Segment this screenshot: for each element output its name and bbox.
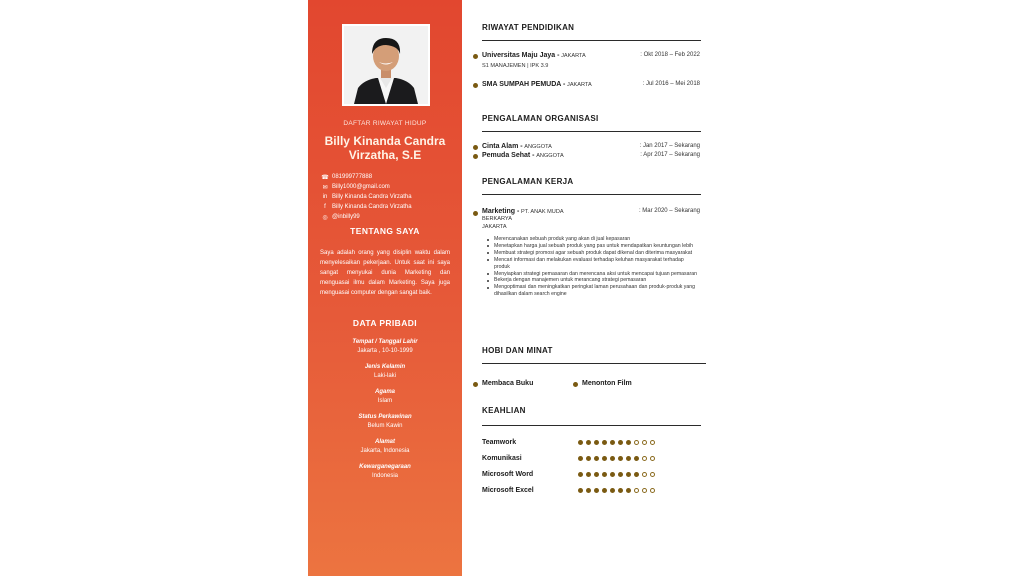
organization-entry <box>482 152 708 159</box>
full-name: Billy Kinanda Candra Virzatha, S.E <box>324 134 446 162</box>
contact-item <box>320 182 460 192</box>
organization-date: : Apr 2017 – Sekarang <box>640 152 700 158</box>
phone-icon: ☎ <box>321 174 329 181</box>
rating-dot-filled <box>618 440 623 445</box>
personal-field-label: Kewarganegaraan <box>359 464 411 470</box>
skill-rating <box>578 488 658 493</box>
skill-row <box>482 487 708 497</box>
personal-field-value: Jakarta, Indonesia <box>360 448 410 454</box>
education-heading: RIWAYAT PENDIDIKAN <box>482 23 575 32</box>
education-entry <box>482 81 708 88</box>
skills-heading: KEAHLIAN <box>482 406 526 415</box>
rating-dot-filled <box>602 472 607 477</box>
rating-dot-empty <box>642 472 647 477</box>
skill-row <box>482 455 708 465</box>
rating-dot-filled <box>602 488 607 493</box>
rating-dot-filled <box>610 488 615 493</box>
personal-field-value: Jakarta , 10-10-1999 <box>357 348 413 354</box>
contact-item <box>320 212 460 222</box>
rating-dot-empty <box>650 440 655 445</box>
bullet-icon <box>473 54 478 59</box>
hobby-label: Membaca Buku <box>482 380 534 387</box>
bullet-icon <box>573 382 578 387</box>
duty-item: Menetapkan harga jual sebuah produk yang pas untuk mendapatkan keuntungan lebih <box>484 243 698 250</box>
job-title: Marketing - <box>482 208 520 215</box>
duty-list <box>484 236 698 298</box>
rating-dot-empty <box>650 472 655 477</box>
organization-date: : Jan 2017 – Sekarang <box>639 143 700 149</box>
instagram-icon: ◎ <box>322 214 328 221</box>
contact-text: 081999777888 <box>332 174 373 180</box>
skill-rating <box>578 440 658 445</box>
organization-heading: PENGALAMAN ORGANISASI <box>482 114 599 123</box>
rating-dot-filled <box>586 472 591 477</box>
rating-dot-filled <box>594 488 599 493</box>
skill-name: Microsoft Word <box>482 471 534 478</box>
rating-dot-filled <box>626 488 631 493</box>
work-entry <box>482 208 708 231</box>
school-name: Universitas Maju Jaya - <box>482 52 560 59</box>
work-heading: PENGALAMAN KERJA <box>482 177 574 186</box>
skill-rating <box>578 472 658 477</box>
organization-role: ANGGOTA <box>524 144 552 150</box>
personal-data-heading: DATA PRIBADI <box>352 318 418 328</box>
hobby-item <box>482 380 533 387</box>
rating-dot-empty <box>634 488 639 493</box>
rating-dot-filled <box>626 456 631 461</box>
document-label: DAFTAR RIWAYAT HIDUP <box>343 120 427 127</box>
main-column <box>482 0 708 576</box>
personal-field-label: Agama <box>374 389 395 395</box>
organization-name: Pemuda Sehat - <box>482 152 535 159</box>
duty-item: Bekerja dengan manajemen untuk merancang strategi pemasaran <box>484 277 698 284</box>
hobbies-divider <box>482 363 706 364</box>
rating-dot-filled <box>626 472 631 477</box>
rating-dot-filled <box>602 440 607 445</box>
rating-dot-filled <box>594 472 599 477</box>
skill-row <box>482 439 708 449</box>
rating-dot-filled <box>594 440 599 445</box>
contact-text: Billy Kinanda Candra Virzatha <box>332 204 412 210</box>
work-city: JAKARTA <box>482 224 507 230</box>
hobbies-heading: HOBI DAN MINAT <box>482 346 553 355</box>
bullet-icon <box>473 145 478 150</box>
skill-name: Teamwork <box>482 439 517 446</box>
personal-field-label: Tempat / Tanggal Lahir <box>352 339 418 345</box>
rating-dot-filled <box>618 488 623 493</box>
rating-dot-filled <box>578 472 583 477</box>
rating-dot-filled <box>578 440 583 445</box>
rating-dot-empty <box>642 456 647 461</box>
rating-dot-filled <box>610 456 615 461</box>
duty-item: Mengoptimasi dan meningkatkan peringkat laman perusahaan dan produk-produk yang dihasilkan dalam search engine <box>484 284 698 298</box>
education-divider <box>482 40 701 41</box>
facebook-icon: f <box>324 204 326 210</box>
organization-divider <box>482 131 701 132</box>
rating-dot-filled <box>634 472 639 477</box>
rating-dot-filled <box>586 440 591 445</box>
rating-dot-filled <box>602 456 607 461</box>
duty-item: Mencari informasi dan melakukan evaluasi terhadap keluhan masyarakat terhadap produk <box>484 257 698 271</box>
profile-photo-image <box>344 26 428 104</box>
skill-name: Microsoft Excel <box>482 487 534 494</box>
rating-dot-empty <box>642 488 647 493</box>
personal-field-label: Jenis Kelamin <box>364 364 406 370</box>
duty-item: Membuat strategi promosi agar sebuah produk dapat dikenal dan diterima masyarakat <box>484 250 698 257</box>
duty-item: Menyiapkan strategi pemasaran dan merencana aksi untuk mencapai tujuan pemasaran <box>484 271 698 278</box>
rating-dot-filled <box>610 440 615 445</box>
contact-item <box>320 192 460 202</box>
hobby-item <box>582 380 632 387</box>
rating-dot-filled <box>618 456 623 461</box>
personal-data-list <box>308 338 462 488</box>
rating-dot-filled <box>626 440 631 445</box>
education-date: : Okt 2018 – Feb 2022 <box>640 52 700 58</box>
work-divider <box>482 194 701 195</box>
school-city: JAKARTA <box>567 82 592 88</box>
education-entry <box>482 52 708 70</box>
school-name: SMA SUMPAH PEMUDA - <box>482 81 566 88</box>
rating-dot-filled <box>586 456 591 461</box>
duty-item: Merencanakan sebuah produk yang akan di jual kepasaran <box>484 236 698 243</box>
sidebar <box>308 0 462 576</box>
skill-row <box>482 471 708 481</box>
work-date: : Mar 2020 – Sekarang <box>638 208 700 214</box>
company-name: PT. ANAK MUDA <box>521 209 564 215</box>
rating-dot-filled <box>634 456 639 461</box>
organization-role: ANGGOTA <box>536 153 564 159</box>
contact-text: @inbilly99 <box>332 214 360 220</box>
resume-page <box>308 0 712 576</box>
contact-list <box>320 172 460 222</box>
rating-dot-filled <box>610 472 615 477</box>
about-heading: TENTANG SAYA <box>350 226 420 236</box>
rating-dot-empty <box>642 440 647 445</box>
rating-dot-empty <box>634 440 639 445</box>
rating-dot-empty <box>650 456 655 461</box>
organization-name: Cinta Alam - <box>482 143 523 150</box>
rating-dot-filled <box>594 456 599 461</box>
education-detail: S1 MANAJEMEN | IPK 3.9 <box>482 63 549 69</box>
hobby-label: Menonton Film <box>582 380 632 387</box>
bullet-icon <box>473 382 478 387</box>
rating-dot-filled <box>578 488 583 493</box>
rating-dot-empty <box>650 488 655 493</box>
rating-dot-filled <box>618 472 623 477</box>
about-text: Saya adalah orang yang disiplin waktu dalam menyelesaikan pekerjaan. Untuk saat ini saya sangat menyukai dunia Marketing dan menguasai ilmu dalam Marketing. Saya juga menguasai computer dengan sangat baik. <box>320 250 450 296</box>
skill-rating <box>578 456 658 461</box>
personal-field-label: Alamat <box>374 439 395 445</box>
personal-field-value: Laki-laki <box>373 373 396 379</box>
skill-name: Komunikasi <box>482 455 522 462</box>
personal-field-label: Status Perkawinan <box>358 414 412 420</box>
personal-field-value: Islam <box>377 398 393 404</box>
personal-field-value: Indonesia <box>371 473 399 479</box>
school-city: JAKARTA <box>561 53 586 59</box>
contact-text: Billy Kinanda Candra Virzatha <box>332 194 412 200</box>
contact-text: Billy1000@gmail.com <box>332 184 390 190</box>
personal-field-value: Belum Kawin <box>367 423 403 429</box>
bullet-icon <box>473 154 478 159</box>
contact-item <box>320 202 460 212</box>
rating-dot-filled <box>586 488 591 493</box>
rating-dot-filled <box>578 456 583 461</box>
mail-icon: ✉ <box>322 184 328 191</box>
bullet-icon <box>473 83 478 88</box>
profile-photo <box>342 24 430 106</box>
organization-entry <box>482 143 708 150</box>
bullet-icon <box>473 211 478 216</box>
contact-item <box>320 172 460 182</box>
skills-divider <box>482 425 701 426</box>
education-date: : Jul 2016 – Mei 2018 <box>642 81 700 87</box>
company-name-continued: BERKARYA <box>482 216 512 222</box>
linkedin-icon: in <box>322 194 328 200</box>
